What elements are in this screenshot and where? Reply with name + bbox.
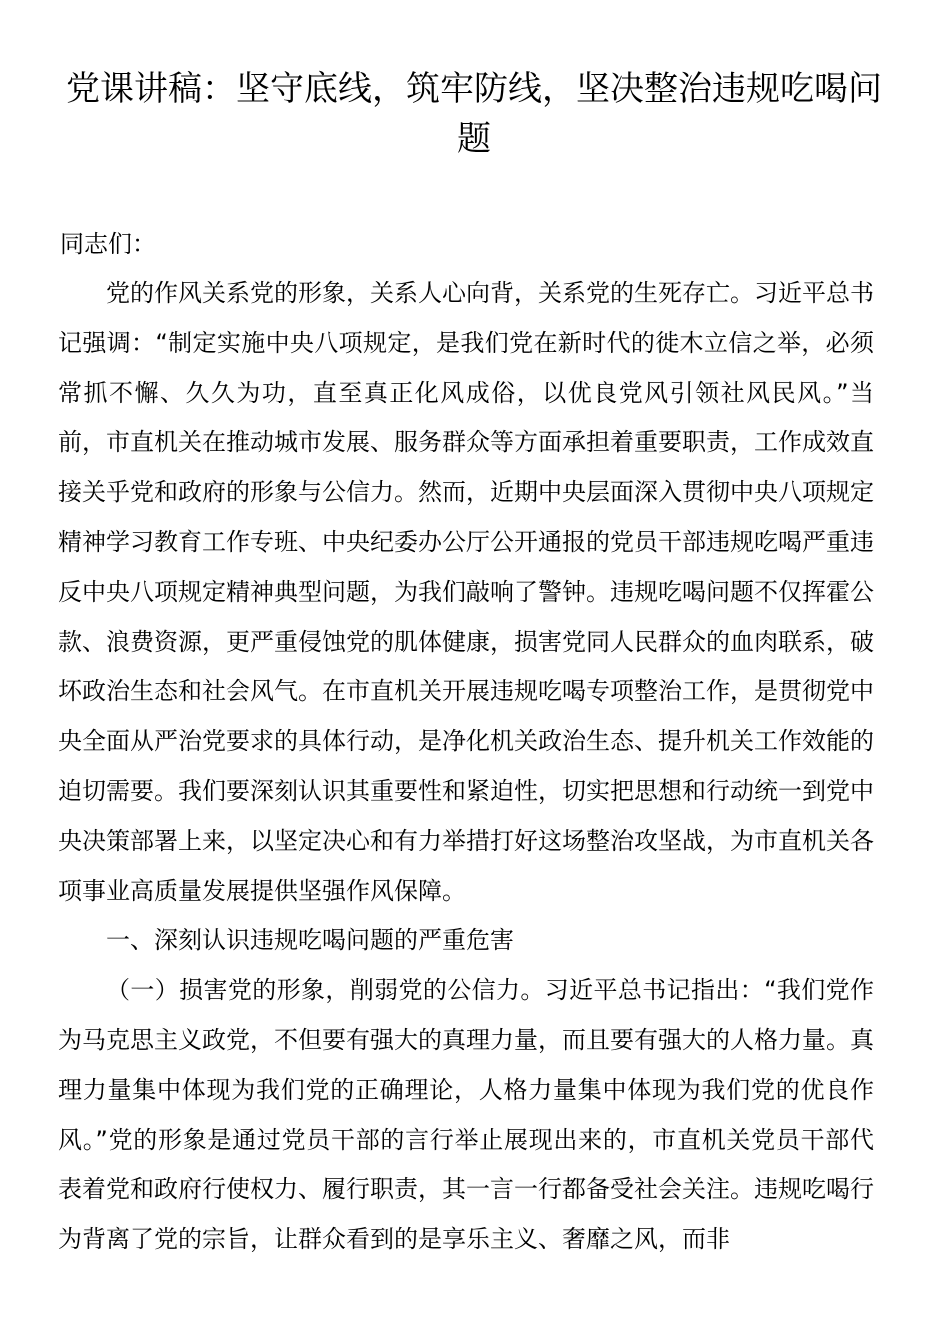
salutation: 同志们：	[60, 230, 156, 258]
body-paragraph: 党的作风关系党的形象，关系人心向背，关系党的生死存亡。习近平总书记强调：“制定实施中央八项规定，是我们党在新时代的徙木立信之举，必须常抓不懈、久久为功，直至真正化风成俗，以优良党风引领社风民风。”当前，市直机关在推动城市发展、服务群众等方面承担着重要职责，工作成效直接关乎党和政府的形象与公信力。然而，近期中央层面深入贯彻中央八项规定精神学习教育工作专班、中央纪委办公厅公开通报的党员干部违规吃喝严重违反中央八项规定精神典型问题，为我们敲响了警钟。违规吃喝问题不仅挥霍公款、浪费资源，更严重侵蚀党的肌体健康，损害党同人民群众的血肉联系，破坏政治生态和社会风气。在市直机关开展违规吃喝专项整治工作，是贯彻党中央全面从严治党要求的具体行动，是净化机关政治生态、提升机关工作效能的迫切需要。我们要深刻认识其重要性和紧迫性，切实把思想和行动统一到党中央决策部署上来，以坚定决心和有力举措打好这场整治攻坚战，为市直机关各项事业高质量发展提供坚强作风保障。	[58, 279, 874, 905]
section-heading: 一、深刻认识违规吃喝问题的严重危害	[106, 926, 514, 955]
section-paragraph: （一）损害党的形象，削弱党的公信力。习近平总书记指出：“我们党作为马克思主义政党，不但要有强大的真理力量，而且要有强大的人格力量。真理力量集中体现为我们党的正确理论，人格力量集中体现为我们党的优良作风。”党的形象是通过党员干部的言行举止展现出来的，市直机关党员干部代表着党和政府行使权力、履行职责，其一言一行都备受社会关注。违规吃喝行为背离了党的宗旨，让群众看到的是享乐主义、奢靡之风，而非	[58, 976, 874, 1254]
document-title: 党课讲稿：坚守底线，筑牢防线，坚决整治违规吃喝问题	[66, 69, 882, 159]
